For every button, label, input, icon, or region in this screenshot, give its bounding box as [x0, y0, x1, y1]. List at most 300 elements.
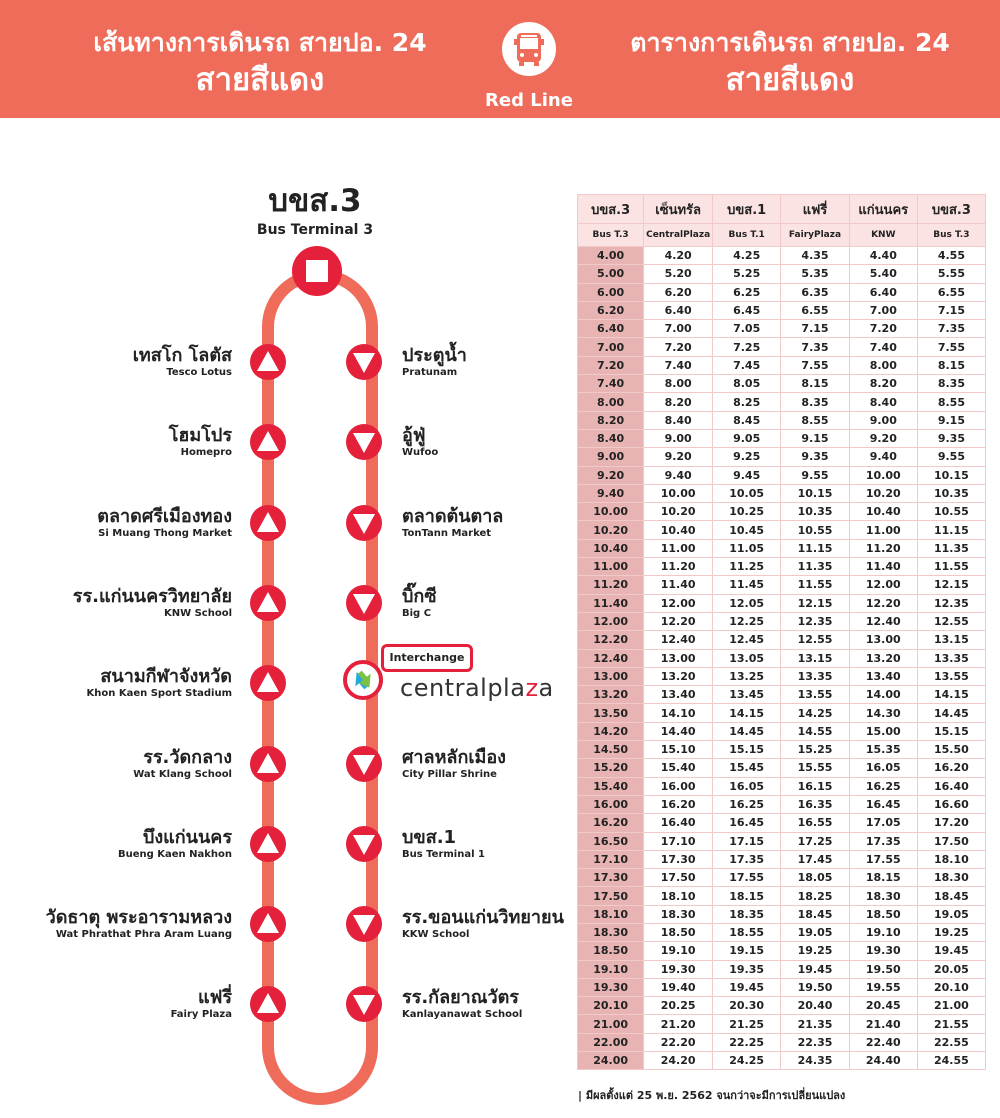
- table-cell: 12.55: [781, 631, 850, 649]
- table-cell: 18.30: [578, 923, 644, 941]
- table-cell: 13.55: [917, 667, 985, 685]
- table-row: [578, 741, 986, 759]
- table-row: [578, 667, 986, 685]
- table-cell: 7.55: [781, 356, 850, 374]
- table-cell: 14.15: [713, 704, 781, 722]
- stop-label-right: [402, 586, 582, 620]
- stop-node-up-icon: [250, 906, 286, 942]
- table-cell: 6.35: [781, 283, 850, 301]
- table-cell: 10.35: [917, 484, 985, 502]
- table-cell: 18.30: [849, 887, 917, 905]
- stop-name-en: Kanlayanawat School: [402, 1009, 523, 1021]
- table-cell: 17.25: [781, 832, 850, 850]
- table-cell: 7.45: [713, 356, 781, 374]
- table-cell: 6.00: [578, 283, 644, 301]
- table-cell: 14.45: [713, 722, 781, 740]
- table-row: [578, 631, 986, 649]
- stop-name-en: Tesco Lotus: [166, 367, 232, 378]
- table-cell: 8.15: [781, 375, 850, 393]
- table-cell: 10.45: [713, 521, 781, 539]
- table-row: [578, 814, 986, 832]
- table-cell: 10.00: [644, 484, 713, 502]
- stop-name-th: รร.กัลยาณวัตร: [402, 987, 519, 1009]
- stop-node-down-icon: [346, 505, 382, 541]
- table-cell: 19.50: [849, 960, 917, 978]
- table-cell: 6.40: [849, 283, 917, 301]
- table-cell: 19.30: [578, 978, 644, 996]
- table-cell: 16.15: [781, 777, 850, 795]
- table-cell: 8.40: [644, 411, 713, 429]
- table-cell: 6.55: [781, 301, 850, 319]
- table-row: [578, 869, 986, 887]
- table-cell: 19.45: [917, 942, 985, 960]
- table-cell: 11.45: [713, 576, 781, 594]
- table-cell: 17.55: [713, 869, 781, 887]
- column-header-en: CentralPlaza: [644, 224, 713, 247]
- table-cell: 21.00: [917, 997, 985, 1015]
- table-cell: 9.55: [781, 466, 850, 484]
- table-cell: 24.35: [781, 1052, 850, 1070]
- table-cell: 22.00: [578, 1033, 644, 1051]
- table-row: [578, 539, 986, 557]
- table-cell: 16.40: [644, 814, 713, 832]
- table-cell: 12.55: [917, 612, 985, 630]
- table-cell: 4.20: [644, 247, 713, 265]
- table-cell: 24.40: [849, 1052, 917, 1070]
- stop-name-th: รร.วัดกลาง: [143, 746, 232, 768]
- table-cell: 9.00: [849, 411, 917, 429]
- table-cell: 7.00: [849, 301, 917, 319]
- table-cell: 17.30: [578, 869, 644, 887]
- table-cell: 13.00: [849, 631, 917, 649]
- stop-name-th: บิ๊กซี: [402, 585, 437, 607]
- table-row: [578, 1052, 986, 1070]
- table-cell: 10.35: [781, 503, 850, 521]
- table-row: [578, 722, 986, 740]
- table-cell: 19.45: [781, 960, 850, 978]
- table-cell: 17.50: [644, 869, 713, 887]
- table-cell: 19.30: [849, 942, 917, 960]
- terminal-name-th: บขส.3: [268, 183, 362, 219]
- table-cell: 9.40: [849, 448, 917, 466]
- table-cell: 12.00: [644, 594, 713, 612]
- table-cell: 4.25: [713, 247, 781, 265]
- table-cell: 17.05: [849, 814, 917, 832]
- table-cell: 18.35: [713, 905, 781, 923]
- stop-node-up-icon: [250, 986, 286, 1022]
- table-cell: 9.15: [917, 411, 985, 429]
- table-cell: 10.15: [917, 466, 985, 484]
- table-cell: 22.20: [644, 1033, 713, 1051]
- table-cell: 19.45: [713, 978, 781, 996]
- stop-node-up-icon: [250, 746, 286, 782]
- table-cell: 19.10: [578, 960, 644, 978]
- table-cell: 16.25: [849, 777, 917, 795]
- table-row: [578, 759, 986, 777]
- table-cell: 8.35: [917, 375, 985, 393]
- column-header-en: KNW: [849, 224, 917, 247]
- table-cell: 18.30: [917, 869, 985, 887]
- table-cell: 15.55: [781, 759, 850, 777]
- column-header-th: บขส.1: [713, 195, 781, 224]
- table-cell: 15.00: [849, 722, 917, 740]
- table-cell: 7.55: [917, 338, 985, 356]
- stop-label-right: [402, 345, 582, 379]
- table-cell: 10.40: [644, 521, 713, 539]
- table-cell: 5.20: [644, 265, 713, 283]
- table-cell: 11.15: [781, 539, 850, 557]
- table-cell: 19.10: [644, 942, 713, 960]
- table-cell: 18.15: [713, 887, 781, 905]
- column-header-th: บขส.3: [578, 195, 644, 224]
- table-row: [578, 649, 986, 667]
- table-row: [578, 576, 986, 594]
- table-cell: 7.40: [849, 338, 917, 356]
- table-cell: 4.40: [849, 247, 917, 265]
- table-cell: 22.35: [781, 1033, 850, 1051]
- table-cell: 12.35: [917, 594, 985, 612]
- stop-label-right: [402, 506, 582, 540]
- table-cell: 17.15: [713, 832, 781, 850]
- route-title-line1: เส้นทางการเดินรถ สายปอ. 24: [93, 28, 427, 57]
- table-cell: 14.00: [849, 686, 917, 704]
- table-cell: 11.20: [849, 539, 917, 557]
- table-cell: 11.00: [578, 558, 644, 576]
- stop-name-th: รร.แก่นนครวิทยาลัย: [72, 585, 232, 607]
- table-cell: 13.45: [713, 686, 781, 704]
- table-cell: 14.20: [578, 722, 644, 740]
- table-cell: 10.55: [917, 503, 985, 521]
- table-cell: 9.45: [713, 466, 781, 484]
- table-row: [578, 320, 986, 338]
- stop-name-en: Bueng Kaen Nakhon: [117, 848, 232, 860]
- table-cell: 18.50: [578, 942, 644, 960]
- header-banner: [0, 0, 1000, 118]
- stop-label-left: [0, 907, 232, 941]
- stop-node-down-icon: [346, 906, 382, 942]
- table-cell: 12.15: [917, 576, 985, 594]
- stop-node-down-icon: [346, 424, 382, 460]
- table-row: [578, 942, 986, 960]
- table-cell: 8.00: [644, 375, 713, 393]
- table-cell: 11.25: [713, 558, 781, 576]
- table-cell: 15.50: [917, 741, 985, 759]
- stop-name-th: บขส.1: [402, 826, 457, 848]
- table-cell: 9.40: [578, 484, 644, 502]
- table-cell: 5.40: [849, 265, 917, 283]
- table-cell: 7.20: [849, 320, 917, 338]
- stop-name-th: ประตูน้ำ: [402, 345, 467, 366]
- table-cell: 17.20: [917, 814, 985, 832]
- table-row: [578, 448, 986, 466]
- timetable-title: [585, 26, 995, 100]
- stop-name-th: โฮมโปร: [168, 425, 232, 447]
- table-cell: 24.20: [644, 1052, 713, 1070]
- route-title-line2: สายสีแดง: [195, 62, 325, 98]
- table-cell: 19.05: [917, 905, 985, 923]
- stop-label-left: [0, 747, 232, 781]
- stop-node-up-icon: [250, 344, 286, 380]
- table-cell: 10.55: [781, 521, 850, 539]
- table-row: [578, 850, 986, 868]
- table-cell: 11.00: [644, 539, 713, 557]
- table-cell: 14.40: [644, 722, 713, 740]
- table-cell: 13.00: [578, 667, 644, 685]
- stop-name-en: TonTann Market: [402, 527, 492, 539]
- table-cell: 13.35: [781, 667, 850, 685]
- stop-name-en: Wat Klang School: [133, 768, 232, 780]
- stop-label-right: [402, 987, 582, 1021]
- table-cell: 16.20: [644, 795, 713, 813]
- table-row: [578, 905, 986, 923]
- table-cell: 7.35: [781, 338, 850, 356]
- table-cell: 19.40: [644, 978, 713, 996]
- stop-name-th: ตลาดศรีเมืองทอง: [97, 505, 232, 527]
- stop-name-th: วัดธาตุ พระอารามหลวง: [45, 907, 232, 929]
- table-cell: 6.20: [578, 301, 644, 319]
- table-row: [578, 777, 986, 795]
- table-cell: 20.45: [849, 997, 917, 1015]
- table-cell: 16.45: [849, 795, 917, 813]
- table-cell: 9.25: [713, 448, 781, 466]
- table-row: [578, 247, 986, 265]
- table-cell: 8.05: [713, 375, 781, 393]
- stop-name-en: Si Muang Thong Market: [98, 527, 232, 539]
- table-cell: 10.00: [578, 503, 644, 521]
- table-cell: 22.25: [713, 1033, 781, 1051]
- table-cell: 16.50: [578, 832, 644, 850]
- table-cell: 14.30: [849, 704, 917, 722]
- table-cell: 8.55: [781, 411, 850, 429]
- stop-name-en: Bus Terminal 1: [402, 848, 485, 860]
- bus-icon: [502, 22, 556, 76]
- table-cell: 5.00: [578, 265, 644, 283]
- stop-label-left: [0, 666, 232, 700]
- route-title: [50, 26, 470, 100]
- table-cell: 16.00: [644, 777, 713, 795]
- table-cell: 10.15: [781, 484, 850, 502]
- table-cell: 20.25: [644, 997, 713, 1015]
- table-cell: 18.10: [644, 887, 713, 905]
- table-row: [578, 265, 986, 283]
- logo-text: centralpla: [400, 674, 526, 702]
- table-cell: 15.15: [917, 722, 985, 740]
- table-cell: 24.00: [578, 1052, 644, 1070]
- table-row: [578, 923, 986, 941]
- table-cell: 17.35: [849, 832, 917, 850]
- table-row: [578, 411, 986, 429]
- table-cell: 9.55: [917, 448, 985, 466]
- stop-name-en: City Pillar Shrine: [402, 768, 497, 780]
- table-cell: 13.40: [644, 686, 713, 704]
- table-cell: 13.50: [578, 704, 644, 722]
- table-cell: 12.00: [578, 612, 644, 630]
- table-cell: 9.40: [644, 466, 713, 484]
- table-cell: 9.35: [917, 429, 985, 447]
- table-row: [578, 503, 986, 521]
- table-cell: 16.25: [713, 795, 781, 813]
- stop-label-left: [0, 827, 232, 861]
- table-row: [578, 704, 986, 722]
- table-cell: 16.55: [781, 814, 850, 832]
- table-cell: 16.35: [781, 795, 850, 813]
- table-cell: 18.45: [781, 905, 850, 923]
- table-cell: 16.45: [713, 814, 781, 832]
- stop-node-up-icon: [250, 826, 286, 862]
- table-cell: 11.35: [917, 539, 985, 557]
- interchange-label: Interchange: [381, 644, 473, 672]
- table-cell: 19.10: [849, 923, 917, 941]
- table-cell: 8.15: [917, 356, 985, 374]
- table-cell: 13.15: [781, 649, 850, 667]
- table-cell: 17.10: [644, 832, 713, 850]
- table-row: [578, 832, 986, 850]
- table-cell: 10.20: [578, 521, 644, 539]
- table-cell: 11.55: [781, 576, 850, 594]
- table-cell: 12.15: [781, 594, 850, 612]
- table-cell: 18.05: [781, 869, 850, 887]
- timetable-header-en: [578, 224, 986, 247]
- table-cell: 10.40: [849, 503, 917, 521]
- stop-node-up-icon: [250, 665, 286, 701]
- table-cell: 6.55: [917, 283, 985, 301]
- table-cell: 15.35: [849, 741, 917, 759]
- stop-label-right: [402, 425, 582, 459]
- table-cell: 7.00: [644, 320, 713, 338]
- table-row: [578, 997, 986, 1015]
- column-header-en: FairyPlaza: [781, 224, 850, 247]
- stop-node-down-icon: [346, 344, 382, 380]
- stop-label-right: [402, 907, 582, 941]
- table-cell: 14.50: [578, 741, 644, 759]
- table-cell: 17.50: [917, 832, 985, 850]
- table-cell: 8.40: [849, 393, 917, 411]
- table-cell: 19.55: [849, 978, 917, 996]
- table-row: [578, 301, 986, 319]
- stop-label-left: [0, 506, 232, 540]
- table-cell: 8.20: [849, 375, 917, 393]
- table-cell: 21.25: [713, 1015, 781, 1033]
- table-cell: 16.00: [578, 795, 644, 813]
- table-cell: 5.25: [713, 265, 781, 283]
- terminal-name-en: Bus Terminal 3: [256, 222, 374, 238]
- effective-date-note: | มีผลตั้งแต่ 25 พ.ย. 2562 จนกว่าจะมีการเปลี่ยนแปลง: [578, 1089, 846, 1102]
- table-cell: 11.20: [644, 558, 713, 576]
- table-row: [578, 978, 986, 996]
- table-cell: 10.20: [644, 503, 713, 521]
- table-cell: 9.05: [713, 429, 781, 447]
- table-cell: 11.40: [578, 594, 644, 612]
- table-row: [578, 960, 986, 978]
- table-cell: 19.35: [713, 960, 781, 978]
- table-cell: 19.15: [713, 942, 781, 960]
- table-cell: 8.45: [713, 411, 781, 429]
- column-header-en: Bus T.1: [713, 224, 781, 247]
- table-cell: 20.10: [917, 978, 985, 996]
- stop-name-en: Wufoo: [402, 447, 439, 459]
- table-cell: 10.25: [713, 503, 781, 521]
- start-node-icon: [292, 246, 342, 296]
- centralplaza-logo: [400, 674, 554, 702]
- table-cell: 12.35: [781, 612, 850, 630]
- table-row: [578, 612, 986, 630]
- table-cell: 18.10: [917, 850, 985, 868]
- logo-text-accent: z: [525, 674, 539, 702]
- stop-node-up-icon: [250, 585, 286, 621]
- table-cell: 7.20: [578, 356, 644, 374]
- table-cell: 21.35: [781, 1015, 850, 1033]
- table-cell: 22.40: [849, 1033, 917, 1051]
- table-cell: 20.10: [578, 997, 644, 1015]
- table-cell: 7.15: [917, 301, 985, 319]
- table-row: [578, 484, 986, 502]
- stop-name-en: Wat Phrathat Phra Aram Luang: [55, 929, 232, 941]
- table-cell: 15.40: [644, 759, 713, 777]
- column-header-th: เซ็นทรัล: [644, 195, 713, 224]
- table-cell: 11.40: [849, 558, 917, 576]
- column-header-en: Bus T.3: [917, 224, 985, 247]
- timetable-title-line2: สายสีแดง: [725, 62, 855, 98]
- table-cell: 20.40: [781, 997, 850, 1015]
- table-cell: 15.10: [644, 741, 713, 759]
- table-cell: 4.55: [917, 247, 985, 265]
- table-cell: 8.55: [917, 393, 985, 411]
- column-header-th: แก่นนคร: [849, 195, 917, 224]
- table-cell: 8.20: [644, 393, 713, 411]
- stop-node-up-icon: [250, 505, 286, 541]
- table-cell: 9.00: [578, 448, 644, 466]
- table-cell: 12.40: [849, 612, 917, 630]
- table-cell: 10.20: [849, 484, 917, 502]
- table-cell: 6.25: [713, 283, 781, 301]
- timetable-title-line1: ตารางการเดินรถ สายปอ. 24: [630, 28, 950, 57]
- table-cell: 9.15: [781, 429, 850, 447]
- table-cell: 20.30: [713, 997, 781, 1015]
- table-cell: 9.35: [781, 448, 850, 466]
- table-cell: 8.00: [578, 393, 644, 411]
- stop-label-right: [402, 747, 582, 781]
- table-cell: 11.00: [849, 521, 917, 539]
- table-row: [578, 356, 986, 374]
- table-cell: 5.55: [917, 265, 985, 283]
- table-cell: 11.35: [781, 558, 850, 576]
- table-cell: 6.45: [713, 301, 781, 319]
- table-cell: 14.55: [781, 722, 850, 740]
- stop-label-left: [0, 425, 232, 459]
- table-cell: 9.20: [849, 429, 917, 447]
- table-cell: 16.05: [713, 777, 781, 795]
- table-row: [578, 338, 986, 356]
- table-cell: 17.10: [578, 850, 644, 868]
- table-cell: 18.30: [644, 905, 713, 923]
- stop-node-down-icon: [346, 746, 382, 782]
- table-cell: 13.40: [849, 667, 917, 685]
- table-cell: 17.45: [781, 850, 850, 868]
- table-cell: 12.20: [644, 612, 713, 630]
- table-cell: 15.40: [578, 777, 644, 795]
- stop-label-left: [0, 586, 232, 620]
- table-cell: 19.25: [781, 942, 850, 960]
- table-cell: 14.25: [781, 704, 850, 722]
- table-cell: 13.20: [849, 649, 917, 667]
- table-cell: 10.40: [578, 539, 644, 557]
- stop-label-left: [0, 345, 232, 379]
- table-cell: 15.15: [713, 741, 781, 759]
- table-cell: 8.20: [578, 411, 644, 429]
- table-cell: 14.10: [644, 704, 713, 722]
- table-row: [578, 521, 986, 539]
- table-cell: 15.45: [713, 759, 781, 777]
